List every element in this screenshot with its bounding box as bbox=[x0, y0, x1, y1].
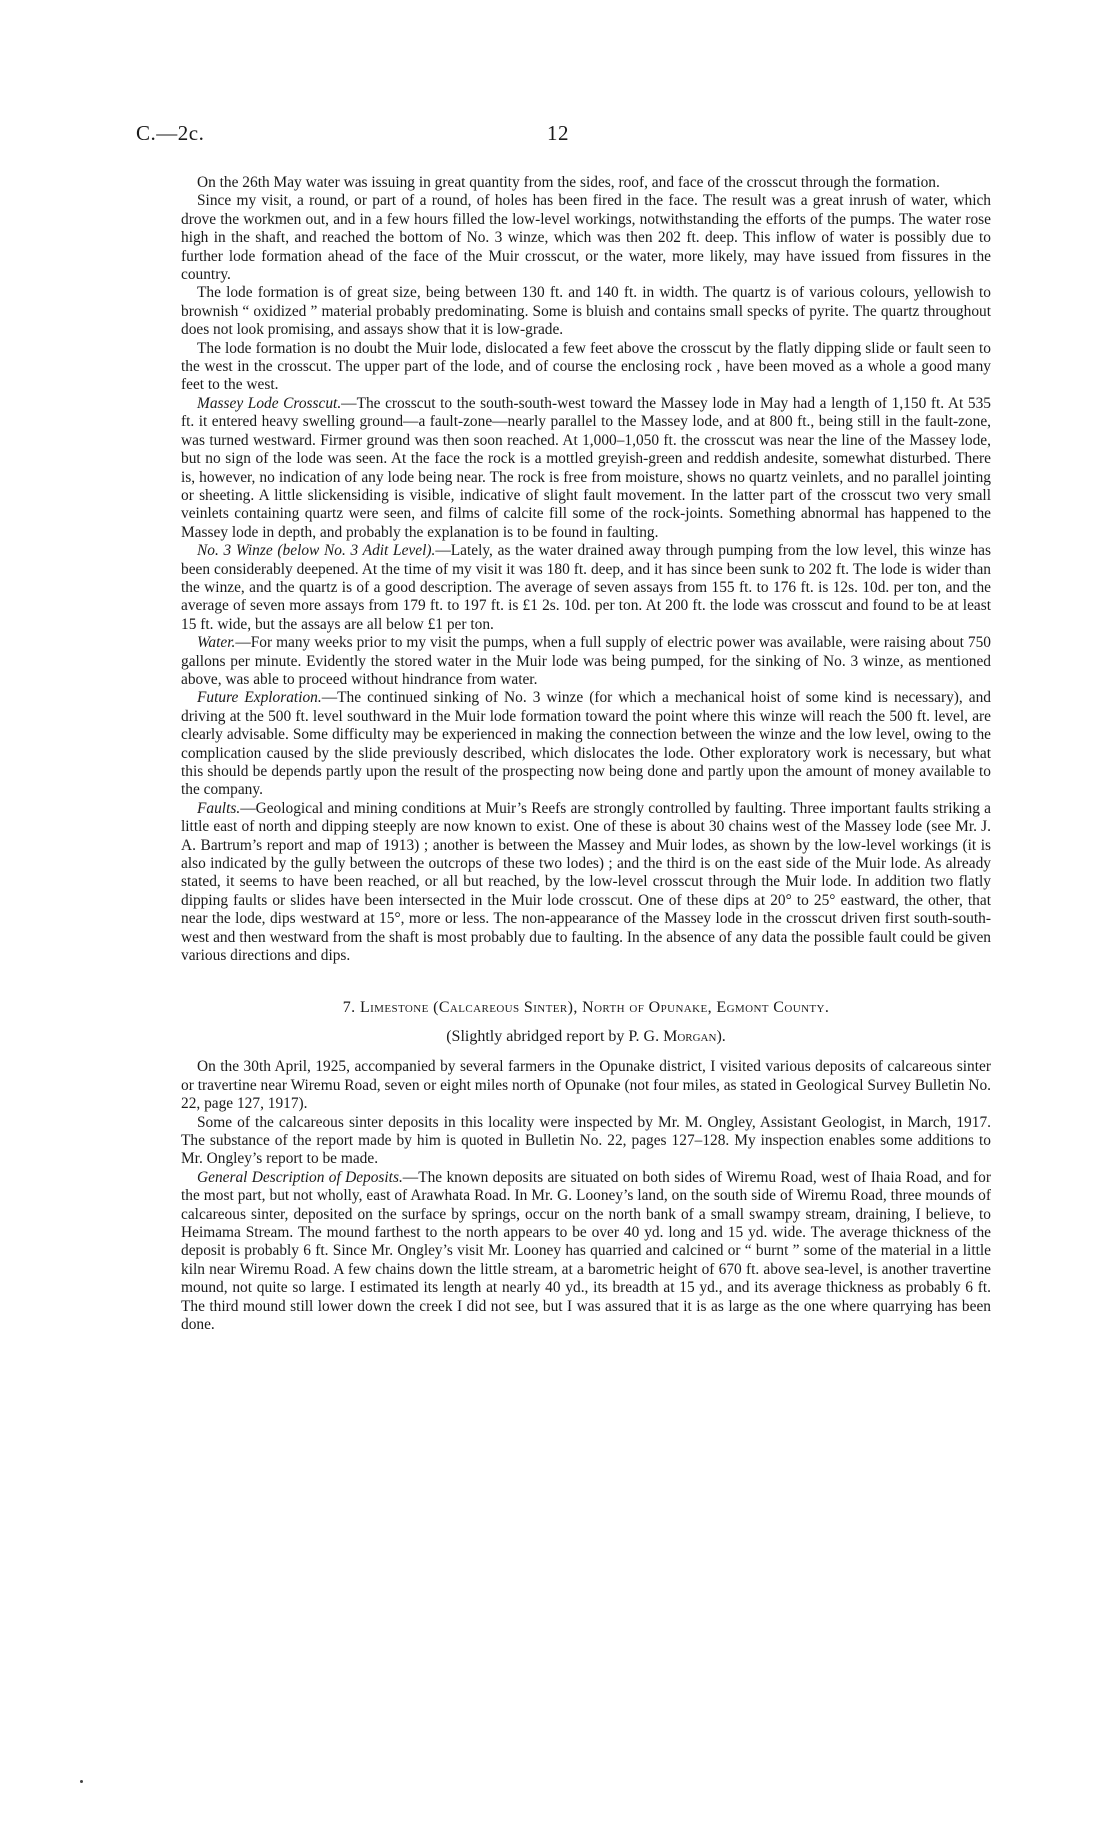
paragraph-future-exploration bbox=[181, 689, 991, 799]
paragraph-text: —The crosscut to the south-south-west toward the Massey lode in May had a length of 1,150 ft. At 535 ft. it entered heavy swelling ground—a fault-zone—nearly parallel to the Massey lode, and at 800 ft., being still in the fault-zone, was turned westward. Firmer ground was then soon reached. At 1,000–1,050 ft. the crosscut was near the line of the Massey lode, but no sign of the lode was seen. At the face the rock is a mottled greyish-green and reddish andesite, somewhat disturbed. There is, however, no indication of any lode being near. The rock is free from moisture, shows no quartz veinlets, and no parallel jointing or sheeting. A little slickensiding is visible, indicative of slight fault movement. In the latter part of the crosscut two very small veinlets containing quartz were seen, and films of calcite fill some of the rock-joints. Something abnormal has happened to the Massey lode in depth, and probably the explanation is to be found in faulting. bbox=[181, 394, 991, 541]
page-body bbox=[181, 174, 991, 1334]
paragraph-text: On the 30th April, 1925, accompanied by several farmers in the Opunake district, I visited various deposits of calcareous sinter or travertine near Wiremu Road, seven or eight miles north of Opunake (not four miles, as stated in Geological Survey Bulletin No. 22, page 127, 1917). bbox=[181, 1058, 991, 1113]
paragraph-no3-winze bbox=[181, 542, 991, 634]
paragraph-massey-lode-crosscut bbox=[181, 395, 991, 542]
paragraph bbox=[181, 340, 991, 395]
section-subtitle-pre: (Slightly abridged report by P. G. bbox=[446, 1027, 660, 1045]
page-number: 12 bbox=[547, 121, 569, 145]
paragraph bbox=[181, 284, 991, 339]
paragraph-text: The lode formation is of great size, being between 130 ft. and 140 ft. in width. The quartz is of various colours, yellowish to brownish “ oxidized ” material probably predominating. Some is bluish and contains small specks of pyrite. The quartz throughout does not look promising, and assays show that it is low-grade. bbox=[181, 284, 991, 339]
paragraph-lead: No. 3 Winze (below No. 3 Adit Level). bbox=[197, 542, 436, 560]
paragraph-text: —Geological and mining conditions at Muir’s Reefs are strongly controlled by faulting. Three important faults striking a little east of north and dipping steeply are now known to exist. One of these is about 30 chains west of the Massey lode (see Mr. J. A. Bartrum’s report and map of 1913) ; another is between the Massey and Muir lodes, as shown by the low-level workings (it is also indicated by the gully between the outcrops of these two lodes) ; and the third is on the east side of the Muir lode. As already stated, it seems to have been reached, or all but reached, by the low-level crosscut through the Muir lode. In addition two flatly dipping faults or slides have been intersected in the Muir lode crosscut. One of these dips at 20° to 25° eastward, the other, that near the lode, dips westward at 15°, more or less. The non-appearance of the Massey lode in the crosscut driven first south-south-west and then westward from the shaft is most probably due to faulting. In the absence of any data the possible fault could be given various directions and dips. bbox=[181, 799, 991, 965]
section-author: Morgan bbox=[663, 1027, 717, 1045]
paragraph-text: —For many weeks prior to my visit the pumps, when a full supply of electric power was available, were raising about 750 gallons per minute. Evidently the stored water in the Muir lode was being pumped, for the sinking of No. 3 winze, as mentioned above, was able to proceed without hindrance from water. bbox=[181, 634, 991, 688]
section-title: Limestone (Calcareous Sinter), North of Opunake, Egmont County. bbox=[359, 999, 830, 1017]
paragraph-faults bbox=[181, 800, 991, 966]
paragraph-text: —Lately, as the water drained away through pumping from the low level, this winze has been considerably deepened. At the time of my visit it was 180 ft. deep, and it has since been sunk to 202 ft. The lode is wider than the winze, and the quartz is of a good description. The average of seven assays from 155 ft. to 176 ft. is 12s. 10d. per ton, and the average of seven more assays from 179 ft. to 197 ft. is £1 2s. 10d. per ton. At 200 ft. the lode was crosscut and found to be at least 15 ft. wide, but the assays are all below £1 per ton. bbox=[181, 542, 991, 633]
section-heading bbox=[181, 999, 991, 1017]
document-code: C.—2c. bbox=[136, 121, 205, 145]
paragraph bbox=[181, 1058, 991, 1113]
paragraph-general-description bbox=[181, 1169, 991, 1335]
paragraph bbox=[181, 192, 991, 284]
paragraph-text: —The continued sinking of No. 3 winze (for which a mechanical hoist of some kind is necessary), and driving at the 500 ft. level southward in the Muir lode formation toward the point where this winze will reach the 500 ft. level, are clearly advisable. Some difficulty may be experienced in making the connection between the winze and the low level, owing to the complication caused by the slide previously described, which dislocates the lode. Other exploratory work is necessary, but what this should be depends partly upon the result of the prospecting now being done and partly upon the amount of money available to the company. bbox=[181, 689, 991, 799]
paragraph-text: The lode formation is no doubt the Muir lode, dislocated a few feet above the crosscut by the flatly dipping slide or fault seen to the west in the crosscut. The upper part of the lode, and of course the enclosing rock , have been moved as a whole a good many feet to the west. bbox=[181, 339, 991, 394]
paragraph-text: Since my visit, a round, or part of a round, of holes has been fired in the face. The result was a great inrush of water, which drove the workmen out, and in a few hours filled the low-level workings, notwithstanding the efforts of the pumps. The water rose high in the shaft, and reached the bottom of No. 3 winze, which was then 202 ft. deep. This inflow of water is possibly due to further lode formation ahead of the face of the Muir crosscut, or the water, more likely, may have issued from fissures in the country. bbox=[181, 192, 991, 284]
paragraph-lead: General Description of Deposits. bbox=[197, 1168, 403, 1186]
page-header bbox=[136, 121, 978, 151]
paragraph-water bbox=[181, 634, 991, 689]
paragraph-lead: Massey Lode Crosscut. bbox=[197, 394, 342, 412]
section-number: 7. bbox=[342, 999, 356, 1017]
paragraph bbox=[181, 174, 991, 192]
paragraph-text: —The known deposits are situated on both sides of Wiremu Road, west of Ihaia Road, and for the most part, but not wholly, east of Arawhata Road. In Mr. G. Looney’s land, on the south side of Wiremu Road, three mounds of calcareous sinter, deposited on the surface by springs, occur on the north bank of a small swampy stream, draining, I believe, to Heimama Stream. The mound farthest to the north appears to be over 40 yd. long and 15 yd. wide. The average thickness of the deposit is probably 6 ft. Since Mr. Ongley’s visit Mr. Looney has quarried and calcined or “ burnt ” some of the material in a little kiln near Wiremu Road. A few chains down the little stream, at a barometric height of 670 ft. above sea-level, is another travertine mound, not quite so large. I estimated its length at nearly 40 yd., its breadth at 15 yd., and its average thickness as probably 6 ft. The third mound still lower down the creek I did not see, but I was assured that it is as large as the one where quarrying has been done. bbox=[181, 1168, 991, 1333]
paragraph-lead: Faults. bbox=[197, 799, 241, 817]
paragraph-text: On the 26th May water was issuing in great quantity from the sides, roof, and face of the crosscut through the formation. bbox=[197, 174, 940, 191]
scan-speck bbox=[80, 1780, 83, 1783]
paragraph-lead: Water. bbox=[197, 634, 236, 652]
paragraph bbox=[181, 1114, 991, 1169]
paragraph-lead: Future Exploration. bbox=[197, 689, 322, 707]
section-subtitle-post: ). bbox=[716, 1027, 726, 1045]
section-subtitle bbox=[181, 1028, 991, 1046]
paragraph-text: Some of the calcareous sinter deposits in this locality were inspected by Mr. M. Ongley, Assistant Geologist, in March, 1917. The substance of the report made by him is quoted in Bulletin No. 22, pages 127–128. My inspection enables some additions to Mr. Ongley’s report to be made. bbox=[181, 1113, 991, 1168]
